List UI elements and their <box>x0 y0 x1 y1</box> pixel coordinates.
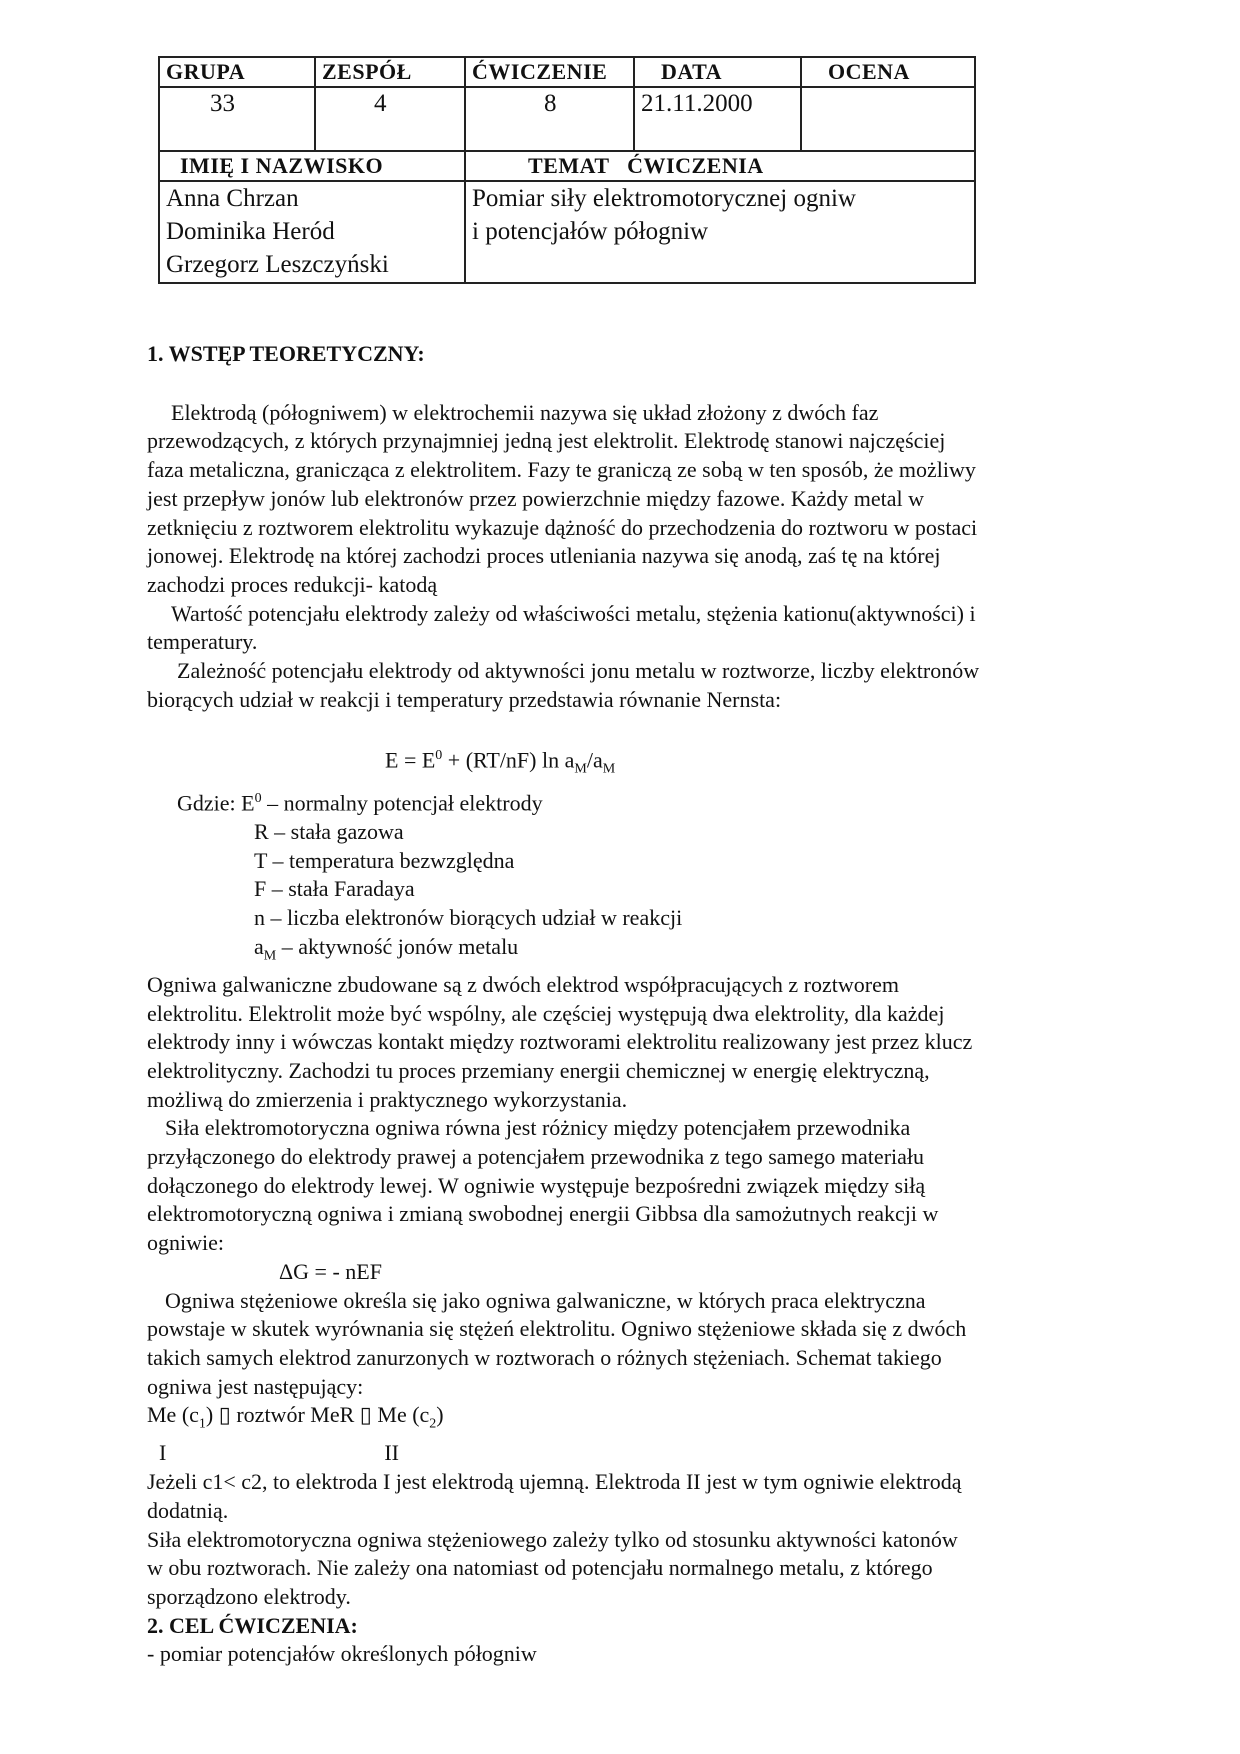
topic <box>465 181 975 283</box>
definition-line: T – temperatura bezwzględna <box>254 847 515 873</box>
text-line: elektrolityczny. Zachodzi tu proces przemiany energii chemicznej w energię elektryczną, <box>147 1057 930 1083</box>
document-body <box>147 340 1097 1669</box>
text-line: dołączonego do elektrody lewej. W ogniwie występuje bezpośredni związek między siłą <box>147 1172 926 1198</box>
text-line: ogniwa jest następujący: <box>147 1373 364 1399</box>
text-line: elektromotoryczną ogniwa i zmianą swobodnej energii Gibbsa dla samożutnych reakcji w <box>147 1201 939 1227</box>
text-line: elektrody inny i wówczas kontakt między roztworami elektrolitu realizowany jest przez klucz <box>147 1029 973 1055</box>
col-ocena: OCENA <box>801 57 975 87</box>
text-line: Ogniwa stężeniowe określa się jako ogniwa galwaniczne, w których praca elektryczna <box>165 1287 926 1313</box>
val-ocena <box>801 87 975 151</box>
text-line: ogniwie: <box>147 1230 224 1256</box>
text-line: biorących udział w reakcji i temperatury przedstawia równanie Nernsta: <box>147 686 782 712</box>
header-table <box>158 56 976 284</box>
definition-line: n – liczba elektronów biorących udział w reakcji <box>254 905 683 930</box>
label-electrode-1: I <box>159 1440 167 1466</box>
topic-header: TEMAT ĆWICZENIA <box>465 151 975 181</box>
text-line: jest przepływ jonów lub elektronów przez powierzchnie między fazowe. Każdy metal w <box>147 485 925 511</box>
list-item: - pomiar potencjałów określonych półogniw <box>147 1641 537 1667</box>
author-name: Anna Chrzan <box>166 185 299 212</box>
author-names <box>159 181 465 283</box>
topic-line: i potencjałów półogniw <box>472 218 709 245</box>
author-name: Grzegorz Leszczyński <box>166 251 389 278</box>
names-header: IMIĘ I NAZWISKO <box>159 151 465 181</box>
text-line: Zależność potencjału elektrody od aktywności jonu metalu w roztworze, liczby elektronów <box>177 658 980 684</box>
text-line: Jeżeli c1< c2, to elektroda I jest elektrodą ujemną. Elektroda II jest w tym ogniwie elektrodą <box>147 1469 962 1495</box>
text-line: powstaje w skutek wyrównania się stężeń elektrolitu. Ogniwo stężeniowe składa się z dwóch <box>147 1316 967 1342</box>
col-zespol: ZESPÓŁ <box>315 57 465 87</box>
author-name: Dominika Heród <box>166 218 335 245</box>
text-line: przewodzących, z których przynajmniej jedną jest elektrolit. Elektrodę stanowi najczęściej <box>147 428 946 454</box>
text-line: Wartość potencjału elektrody zależy od właściwości metalu, stężenia kationu(aktywności) i <box>171 600 976 626</box>
paragraph-1 <box>147 399 1097 428</box>
section2-heading: 2. CEL ĆWICZENIA: <box>147 1612 358 1638</box>
topic-line: Pomiar siły elektromotorycznej ogniw <box>472 185 856 212</box>
col-data: DATA <box>634 57 801 87</box>
text-line: takich samych elektrod zanurzonych w roztworach o różnych stężeniach. Schemat takiego <box>147 1344 942 1370</box>
label-electrode-2: II <box>384 1440 399 1466</box>
val-data: 21.11.2000 <box>634 87 801 151</box>
gibbs-equation: ΔG = - nEF <box>279 1258 382 1284</box>
text-line: w obu roztworach. Nie zależy ona natomiast od potencjału normalnego metalu, z którego <box>147 1555 933 1581</box>
text-line: możliwą do zmierzenia i praktycznego wykorzystania. <box>147 1086 628 1112</box>
text-line: dodatnią. <box>147 1497 229 1523</box>
val-zespol: 4 <box>315 87 465 151</box>
definition-line: R – stała gazowa <box>254 818 404 844</box>
nernst-equation: $E = E^0 + (RT/nF)$ $\ln a_M/a_M$ <box>385 747 616 778</box>
col-cwiczenie: ĆWICZENIE <box>465 57 634 87</box>
definition-line: F – stała Faradaya <box>254 876 415 902</box>
text-line: Siła elektromotoryczna ogniwa stężeniowego zależy tylko od stosunku aktywności katonów <box>147 1526 958 1552</box>
text-line: przyłączonego do elektrody prawej a potencjałem przewodnika z tego samego materiału <box>147 1144 925 1170</box>
text-line: Elektrodą (półogniwem) w elektrochemii nazywa się układ złożony z dwóch faz <box>171 399 879 425</box>
text-line: faza metaliczna, granicząca z elektrolitem. Fazy te graniczą ze sobą w ten sposób, że możliwy <box>147 457 976 483</box>
text-line: Siła elektromotoryczna ogniwa równa jest różnicy między potencjałem przewodnika <box>165 1115 911 1141</box>
text-line: temperatury. <box>147 629 258 655</box>
text-line: sporządzono elektrody. <box>147 1583 351 1609</box>
scheme-labels <box>147 1439 1097 1468</box>
text-line: Ogniwa galwaniczne zbudowane są z dwóch elektrod współpracujących z roztworem <box>147 971 899 997</box>
text-line: zachodzi proces redukcji- katodą <box>147 571 438 597</box>
definition-am: $a_M$ – aktywność jonów metalu <box>254 933 519 964</box>
val-cwiczenie: 8 <box>465 87 634 151</box>
text-line: elektrolitu. Elektrolit może być wspólny, ale częściej występują dwa elektrolity, dla każdej <box>147 1000 945 1026</box>
text-line: zetknięciu z roztworem elektrolitu wykazuje dążność do przechodzenia do roztworu w postaci <box>147 514 978 540</box>
section1-heading: 1. WSTĘP TEORETYCZNY: <box>147 341 425 366</box>
col-grupa: GRUPA <box>159 57 315 87</box>
definition-e0: Gdzie: $E^0$ – normalny potencjał elektrody <box>177 790 543 816</box>
text-line: jonowej. Elektrodę na której zachodzi proces utleniania nazywa się anodą, zaś tę na której <box>147 543 941 569</box>
val-grupa: 33 <box>159 87 315 151</box>
cell-scheme: Me $(c_1)$ ▯ roztwór MeR ▯ Me $(c_2)$ <box>147 1402 444 1432</box>
